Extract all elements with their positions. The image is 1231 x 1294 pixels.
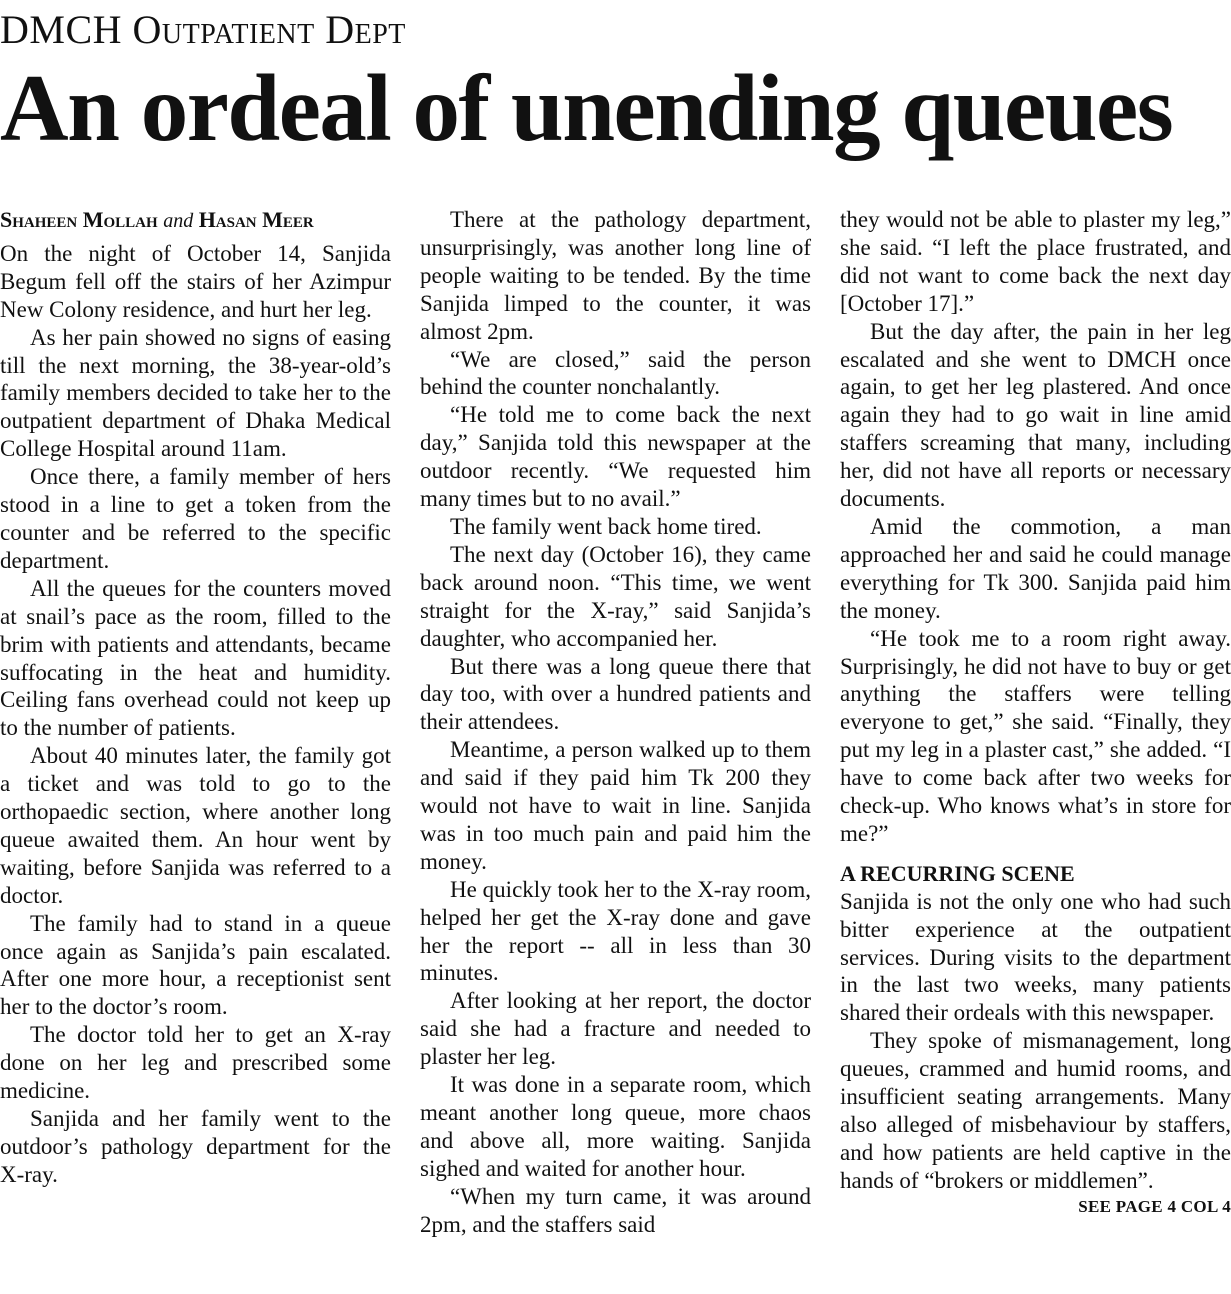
paragraph: Amid the commotion, a man approached her and said he could manage everything for Tk 300. Sanjida paid him the money. bbox=[840, 513, 1231, 623]
subheading: A RECURRING SCENE bbox=[840, 860, 1075, 886]
paragraph: Sanjida is not the only one who had such bitter experience at the outpatient services. During visits to the department in the last two weeks, many patients shared their ordeals with this newspaper. bbox=[840, 888, 1231, 1026]
column-2 bbox=[420, 206, 811, 1239]
paragraph: He quickly took her to the X-ray room, helped her get the X-ray done and gave her the report -- all in less than 30 minutes. bbox=[420, 876, 811, 986]
paragraph: But there was a long queue there that day too, with over a hundred patients and their attendees. bbox=[420, 653, 811, 735]
continuation-jump-line[interactable]: SEE PAGE 4 COL 4 bbox=[1078, 1196, 1231, 1216]
paragraph: Sanjida and her family went to the outdoor’s pathology department for the X-ray. bbox=[0, 1106, 391, 1187]
paragraph: There at the pathology department, unsurprisingly, was another long line of people waiting to be tended. By the time Sanjida limped to the counter, it was almost 2pm. bbox=[420, 207, 811, 344]
paragraph: On the night of October 14, Sanjida Begum fell off the stairs of her Azimpur New Colony residence, and hurt her leg. bbox=[0, 240, 391, 322]
paragraph: It was done in a separate room, which meant another long queue, more chaos and above all, more waiting. Sanjida sighed and waited for another hour. bbox=[420, 1072, 811, 1181]
column-1 bbox=[0, 206, 391, 1189]
byline-author-1: Shaheen Mollah bbox=[0, 207, 158, 232]
byline-conjunction: and bbox=[163, 210, 194, 232]
paragraph: The family went back home tired. bbox=[450, 513, 762, 539]
paragraph: About 40 minutes later, the family got a ticket and was told to go to the orthopaedic section, where another long queue awaited them. An hour went by waiting, before Sanjida was referred to a doctor. bbox=[0, 743, 391, 908]
paragraph: The doctor told her to get an X-ray done on her leg and prescribed some medicine. bbox=[0, 1022, 391, 1104]
paragraph: They spoke of mismanagement, long queues, crammed and humid rooms, and insufficient seating arrangements. Many also alleged of misbehaviour by staffers, and how patients are held captive in the hands of “brokers or middlemen”. bbox=[840, 1028, 1231, 1193]
section-kicker: DMCH Outpatient Dept bbox=[0, 7, 406, 52]
paragraph: After looking at her report, the doctor said she had a fracture and needed to plaster her leg. bbox=[420, 988, 811, 1070]
byline-author-2: Hasan Meer bbox=[198, 207, 314, 232]
paragraph: The next day (October 16), they came back around noon. “This time, we went straight for the X-ray,” said Sanjida’s daughter, who accompanied her. bbox=[420, 541, 811, 651]
paragraph: “He told me to come back the next day,” Sanjida told this newspaper at the outdoor recently. “We requested him many times but to no avail.” bbox=[420, 402, 811, 512]
paragraph: they would not be able to plaster my leg,” she said. “I left the place frustrated, and did not want to come back the next day [October 17].” bbox=[840, 207, 1231, 316]
paragraph: Meantime, a person walked up to them and said if they paid him Tk 200 they would not have to wait in line. Sanjida was in too much pain and paid him the money. bbox=[420, 737, 811, 874]
paragraph: “We are closed,” said the person behind the counter nonchalantly. bbox=[420, 346, 811, 400]
column-3 bbox=[840, 206, 1231, 1219]
paragraph: All the queues for the counters moved at snail’s pace as the room, filled to the brim with patients and attendants, became suffocating in the heat and humidity. Ceiling fans overhead could not keep up to the number of patients. bbox=[0, 575, 391, 741]
paragraph: “He took me to a room right away. Surprisingly, he did not have to buy or get anything the staffers were telling everyone to get,” she said. “Finally, they put my leg in a plaster cast,” she added. “I have to come back after two weeks for check-up. Who knows what’s in store for me?” bbox=[840, 625, 1231, 846]
paragraph: But the day after, the pain in her leg escalated and she went to DMCH once again, to get her leg plastered. And once again they had to go wait in line amid staffers screaming that many, including her, did not have all reports or necessary documents. bbox=[840, 318, 1231, 512]
headline: An ordeal of unending queues bbox=[0, 55, 1173, 161]
paragraph: The family had to stand in a queue once again as Sanjida’s pain escalated. After one more hour, a receptionist sent her to the doctor’s room. bbox=[0, 910, 391, 1020]
paragraph: “When my turn came, it was around 2pm, and the staffers said bbox=[420, 1183, 811, 1237]
paragraph: As her pain showed no signs of easing till the next morning, the 38-year-old’s family members decided to take her to the outpatient department of Dhaka Medical College Hospital around 11am. bbox=[0, 324, 391, 462]
byline bbox=[0, 206, 391, 236]
paragraph: Once there, a family member of hers stood in a line to get a token from the counter and be referred to the specific department. bbox=[0, 464, 391, 573]
